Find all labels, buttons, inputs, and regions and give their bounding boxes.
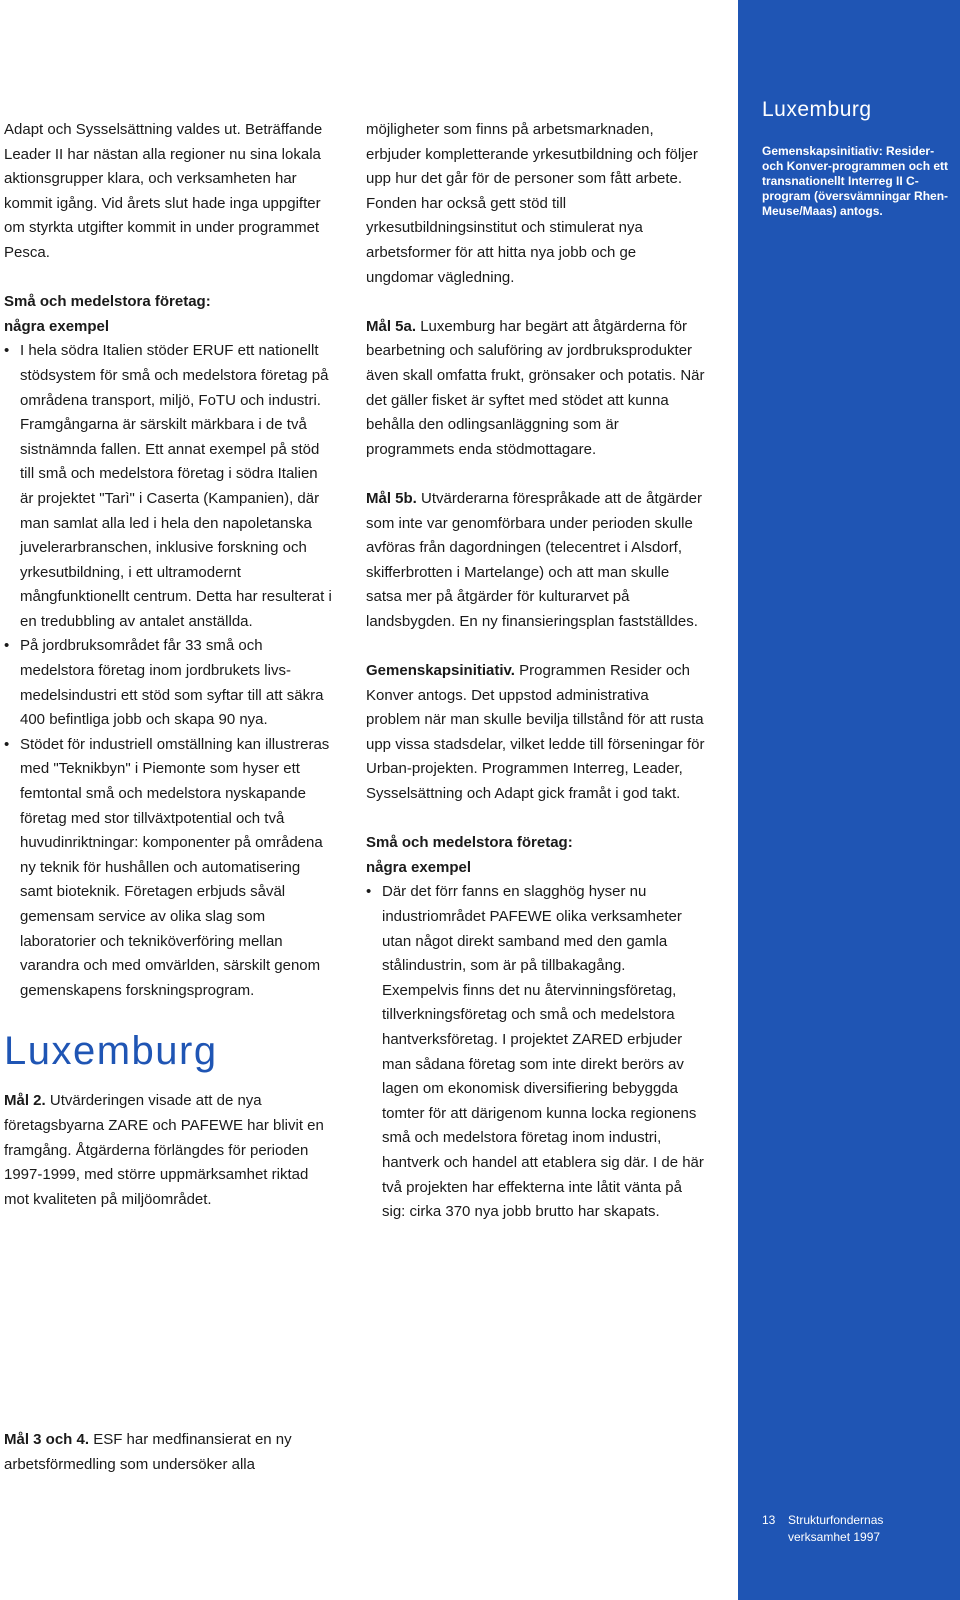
initiative-paragraph	[366, 659, 706, 807]
mal5a-paragraph	[366, 315, 706, 463]
country-heading: Luxemburg	[4, 1029, 218, 1074]
section-heading-line-1: Små och medelstora företag:	[4, 293, 211, 311]
mal2-paragraph	[4, 1089, 334, 1212]
list-item: • Stödet för industriell omställning kan illustreras med "Teknikbyn" i Piemonte som hyser ett femtontal små och medelstora nyskapande företag med stor tillväxtpotential och två huvudinriktningar: komponenter på områdena ny teknik för hushållen och automatisering samt bioteknik. Företagen erbjuds såväl gemensam service av olika slag som laboratorier och tekniköverföring mellan varandra och med omvärlden, särskilt genom gemenskapens forskningsprogram.	[4, 733, 334, 1004]
mal5b-label: Mål 5b.	[366, 489, 417, 507]
mal2-label: Mål 2.	[4, 1092, 46, 1110]
mal34-text: ESF har medfinansierat en ny arbetsförmedling som undersöker alla	[4, 1431, 292, 1473]
mal5b-text: Utvärderarna förespråkade att de åtgärder som inte var genomförbara under perioden skulle avföras från dagordningen (telecentret i Alsdorf, skifferbrotten i Martelange) och att man skulle satsa mer på åtgärder för kulturarvet på landsbygden. En ny finansieringsplan fastställdes.	[366, 489, 703, 630]
mal5b-paragraph	[366, 487, 706, 635]
list-item: • På jordbruksområdet får 33 små och medelstora företag inom jordbrukets livs-medelsindustri ett stöd som syftar till att säkra 400 befintliga jobb och skapa 90 nya.	[4, 634, 334, 732]
bullet-list	[4, 339, 334, 1003]
initiative-label: Gemenskapsinitiativ.	[366, 662, 515, 680]
sidebar-note: Gemenskapsinitiativ: Resider- och Konver-programmen och ett transnationellt Interreg II C-program (översvämningar Rhen-Meuse/Maas) antogs.	[762, 144, 949, 218]
bullet-list	[366, 880, 706, 1224]
continuation-paragraph: möjligheter som finns på arbetsmarknaden, erbjuder kompletterande yrkesutbildning och följer upp hur det går för de personer som fått arbete. Fonden har också gett stöd till yrkesutbildningsinstitut och stimulerat nya arbetsformer för att hitta nya jobb och ge ungdomar vägledning.	[366, 121, 698, 286]
mal2-text: Utvärderingen visade att de nya företagsbyarna ZARE och PAFEWE har blivit en framgång. Åtgärderna förlängdes för perioden 1997-1999, med större uppmärksamhet riktad mot kvaliteten på miljöområdet.	[4, 1092, 324, 1208]
column-left	[4, 118, 334, 1212]
column-left-bottom	[4, 1428, 334, 1477]
section-heading	[366, 831, 706, 880]
footer-line-1: Strukturfondernas	[788, 1513, 884, 1527]
column-right	[366, 118, 706, 1225]
intro-paragraph: Adapt och Sysselsättning valdes ut. Beträffande Leader II har nästan alla regioner nu sina lokala aktionsgrupper klara, och verksamheten har kommit igång. Vid årets slut hade inga uppgifter om styrkta utgifter kommit in under programmet Pesca.	[4, 121, 323, 261]
mal34-paragraph	[4, 1428, 334, 1477]
sidebar-title: Luxemburg	[762, 98, 872, 121]
page-footer	[762, 1512, 952, 1546]
section-heading	[4, 290, 334, 339]
list-item: • I hela södra Italien stöder ERUF ett nationellt stödsystem för små och medelstora företag på områdena transport, miljö, FoTU och industri. Framgångarna är särskilt märkbara i de två sistnämnda fallen. Ett annat exempel på stöd till små och medelstora företag i södra Italien är projektet "Tarì" i Caserta (Kampanien), där man samlat alla led i hela den napoletanska juvelerarbranschen, inklusive forskning och yrkesutbildning, i ett ultramodernt mångfunktionellt centrum. Detta har resulterat i en tredubbling av antalet anställda.	[4, 339, 334, 634]
footer-line-2: verksamhet 1997	[788, 1530, 881, 1544]
mal34-label: Mål 3 och 4.	[4, 1431, 90, 1448]
sidebar-panel	[738, 0, 960, 1600]
section-heading-line-1: Små och medelstora företag:	[366, 834, 573, 852]
mal5a-text: Luxemburg har begärt att åtgärderna för bearbetning och saluföring av jordbruksprodukter även skall omfatta frukt, grönsaker och potatis. När det gäller fisket är syftet med stödet att kunna behålla den odlingsanläggning som är programmets enda stödmottagare.	[366, 317, 705, 458]
list-item: • Där det förr fanns en slagghög hyser nu industriområdet PAFEWE olika verksamheter utan något direkt samband med den gamla stålindustrin, som är på tillbakagång. Exempelvis finns det nu återvinningsföretag, tillverkningsföretag och små och medelstora hantverksföretag. I projektet ZARED erbjuder man sådana företag som inte direkt berörs av lagen om ekonomisk diversifiering bebyggda tomter för att därigenom kunna locka regionens små och medelstora företag inom industri, hantverk och handel att etablera sig där. I de här två projekten har effekterna inte låtit vänta på sig: cirka 370 nya jobb brutto har skapats.	[366, 880, 706, 1224]
page-number: 13	[762, 1513, 776, 1527]
initiative-text: Programmen Resider och Konver antogs. Det uppstod administrativa problem när man skulle bevilja tillstånd för att rusta upp vissa stadsdelar, vilket ledde till förseningar för Urban-projekten. Programmen Interreg, Leader, Sysselsättning och Adapt gick framåt i god takt.	[366, 662, 705, 803]
section-heading-line-2: några exempel	[4, 317, 110, 335]
section-heading-line-2: några exempel	[366, 858, 472, 876]
mal5a-label: Mål 5a.	[366, 317, 417, 335]
